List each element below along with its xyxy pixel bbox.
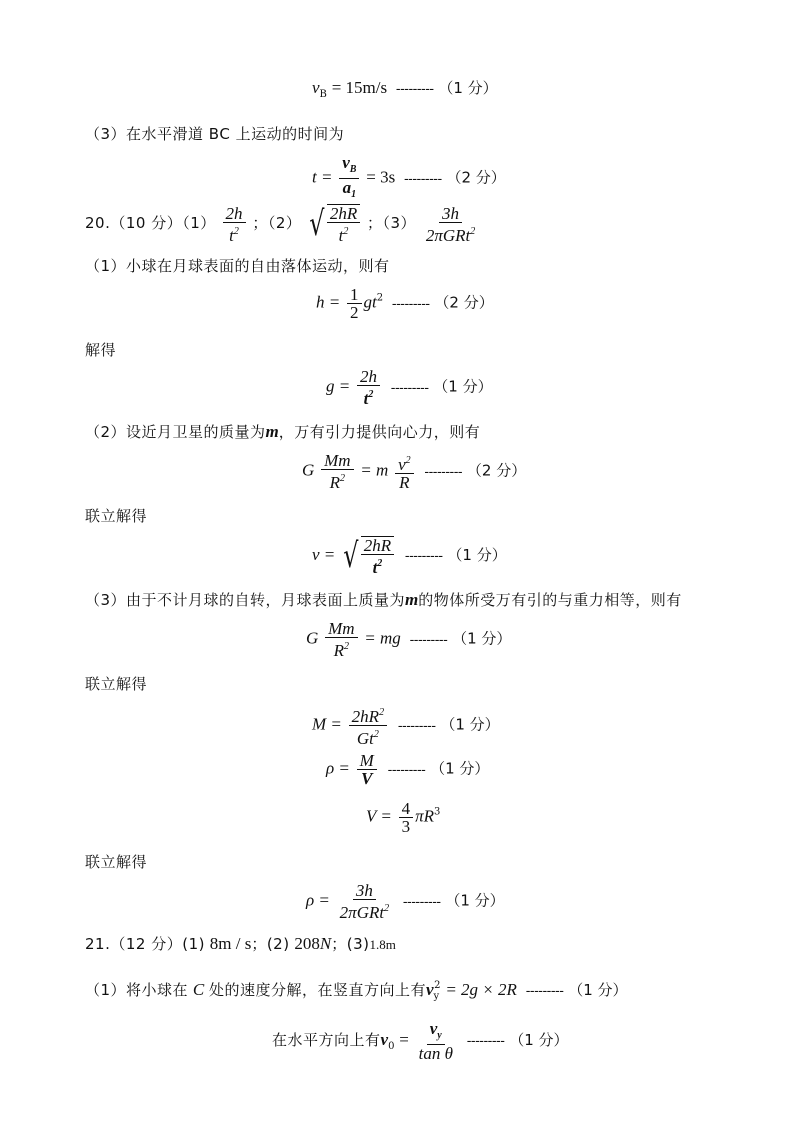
formula-gravity-centripetal: G $\frac{Mm}{R^2}$ = m $\frac{v^2}{R}$ --------- （2 分） <box>302 451 527 492</box>
text-combine-solve-1: 联立解得 <box>85 507 148 525</box>
formula-gravity-weight: G $\frac{Mm}{R^2}$ = mg --------- （1 分） <box>306 619 512 660</box>
formula-h: h = $\frac{1}{2}$ $gt^2$ --------- （2 分） <box>316 285 494 322</box>
text-part1-q21: （1）将小球在 C 处的速度分解，在竖直方向上有$v_y^2 = 2g \times 2R$ --------- （1 分） <box>85 980 628 1002</box>
text-combine-solve-3: 联立解得 <box>85 853 148 871</box>
text-part3-time: （3）在水平滑道 BC 上运动的时间为 <box>85 125 345 143</box>
formula-vb: $v_B = 15m/s$ --------- （1 分） <box>312 78 498 100</box>
text-part1: （1）小球在月球表面的自由落体运动，则有 <box>85 257 390 275</box>
formula-v0: 在水平方向上有$v_0$ = $\frac{v_y}{\text{tan θ}}$ --------- （1 分） <box>272 1019 569 1063</box>
fraction: $\frac{v_B}{a_1}$ <box>339 154 359 203</box>
question-20-answers: 20.（10 分）（1） $\frac{2h}{t^2}$ ；（2） √ $\frac{2hR}{t^2}$ ；（3） $\frac{3h}{2\pi GRt^2}$ <box>85 203 476 245</box>
formula-v: v = √ $\frac{2hR}{t^2}$ --------- （1 分） <box>312 536 507 577</box>
text-part3: （3）由于不计月球的自转，月球表面上质量为m的物体所受万有引的与重力相等，则有 <box>85 590 682 609</box>
text-solve: 解得 <box>85 341 117 359</box>
formula-t: t = $\frac{v_B}{a_1}$ = 3s --------- （2 分） <box>312 154 506 203</box>
formula-g: g = $\frac{2h}{t^2}$ --------- （1 分） <box>326 367 493 408</box>
text-part2: （2）设近月卫星的质量为m，万有引力提供向心力，则有 <box>85 422 481 441</box>
formula-volume: V = $\frac{4}{3}$ $\pi R^3$ <box>366 799 441 836</box>
formula-rho-def: ρ = $\frac{M}{V}$ --------- （1 分） <box>326 751 490 788</box>
formula-rho-result: ρ = $\frac{3h}{2\pi GRt^2}$ --------- （1 分） <box>306 881 505 922</box>
question-21-answers: 21.（12 分）(1) 8m / s；(2) 208N；(3)1.8m <box>85 934 396 953</box>
formula-M: M = $\frac{2hR^2}{Gt^2}$ --------- （1 分） <box>312 704 500 747</box>
text-combine-solve-2: 联立解得 <box>85 675 148 693</box>
